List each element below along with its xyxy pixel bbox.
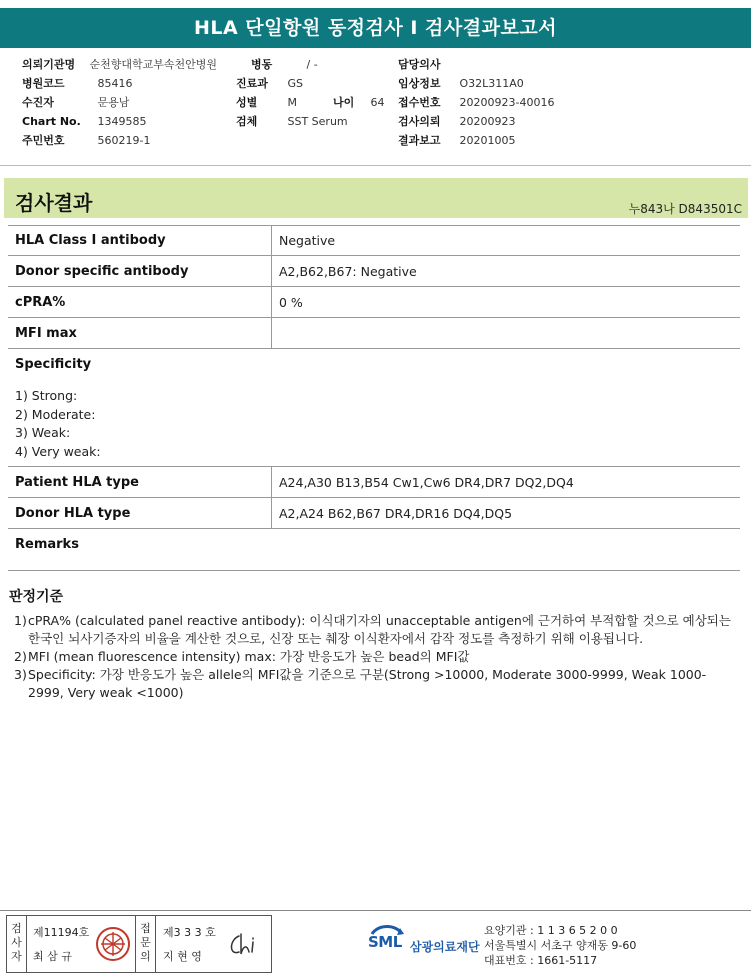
item-number: 1) — [14, 613, 27, 628]
specificity-label: Specificity — [15, 357, 92, 372]
results-header — [4, 178, 748, 218]
patient-value: 문용남 — [97, 96, 130, 109]
list-item — [14, 648, 738, 666]
lab-logo-text: SML — [368, 933, 402, 951]
row-value: Negative — [279, 233, 336, 248]
institution-label: 의뢰기관명 — [22, 58, 76, 71]
examiner-license: 제11194호 — [33, 926, 90, 939]
row-label: Donor specific antibody — [15, 264, 189, 279]
lab-contact — [484, 923, 636, 968]
sex-value: M — [287, 96, 297, 109]
column-divider — [271, 225, 272, 349]
results-heading: 검사결과 — [15, 191, 93, 215]
clinical-value: O32L311A0 — [459, 77, 524, 90]
table-row — [8, 318, 740, 349]
lab-name: 삼광의료재단 — [410, 940, 480, 954]
table-row — [8, 256, 740, 287]
results-code: 누843나 D843501C — [628, 202, 742, 216]
dept-value: GS — [287, 77, 304, 90]
specimen-label: 검체 — [236, 115, 258, 128]
table-row — [8, 287, 740, 318]
phone-line: 대표번호 : 1661-5117 — [484, 954, 598, 967]
examiner-label: 검 사 자 — [11, 922, 22, 963]
dept-label: 진료과 — [236, 77, 268, 90]
patient-hla-label: Patient HLA type — [15, 475, 139, 490]
signature-icon — [225, 930, 265, 960]
row-value: 0 % — [279, 295, 303, 310]
donor-hla-value: A2,A24 B62,B67 DR4,DR16 DQ4,DQ5 — [279, 506, 513, 521]
signature-box — [6, 915, 272, 973]
receipt-label: 접수번호 — [398, 96, 441, 109]
ward-value: / - — [306, 58, 318, 71]
doctor-label: 담당의사 — [398, 58, 441, 71]
divider — [0, 910, 751, 911]
chart-label: Chart No. — [22, 115, 81, 128]
hospital-code-label: 병원코드 — [22, 77, 65, 90]
clinical-label: 임상정보 — [398, 77, 441, 90]
list-item — [14, 612, 738, 648]
row-label: MFI max — [15, 326, 77, 341]
list-item — [14, 666, 738, 702]
age-label: 나이 — [333, 96, 355, 109]
address-line: 서울특별시 서초구 양재동 9-60 — [484, 939, 637, 952]
confirmer-license: 제3 3 3 호 — [163, 926, 216, 939]
row-label: cPRA% — [15, 295, 66, 310]
institution-row — [22, 56, 217, 74]
table-row — [8, 467, 740, 498]
patient-hla-value: A24,A30 B13,B54 Cw1,Cw6 DR4,DR7 DQ2,DQ4 — [279, 475, 574, 490]
patient-label: 수진자 — [22, 96, 54, 109]
examiner-label-cell — [7, 916, 27, 972]
ward-label: 병동 — [251, 58, 273, 71]
column-divider — [271, 467, 272, 529]
item-number: 3) — [14, 667, 27, 682]
criteria-list — [14, 612, 738, 702]
donor-hla-label: Donor HLA type — [15, 506, 131, 521]
age-value: 64 — [370, 96, 385, 109]
row-value: A2,B62,B67: Negative — [279, 264, 417, 279]
item-text: Specificity: 가장 반응도가 높은 allele의 MFI값을 기준으로 구분(Strong >10000, Moderate 3000-9999, Weak 1000-2999, Very weak <1000) — [28, 667, 707, 700]
specificity-list — [15, 387, 101, 461]
criteria-title: 판정기준 — [9, 589, 64, 605]
remarks-label: Remarks — [15, 537, 79, 552]
list-item: 2) Moderate: — [15, 406, 96, 422]
request-label: 검사의뢰 — [398, 115, 441, 128]
id-label: 주민번호 — [22, 134, 65, 147]
list-item: 3) Weak: — [15, 425, 71, 440]
confirmer-label: 접 문 의 — [140, 922, 151, 963]
row-label: HLA Class Ⅰ antibody — [15, 233, 166, 248]
receipt-value: 20200923-40016 — [459, 96, 555, 109]
institution-value: 순천향대학교부속천안병원 — [89, 58, 218, 71]
report-date-value: 20201005 — [459, 134, 516, 147]
remarks-row — [8, 529, 740, 571]
divider — [0, 165, 751, 166]
confirmer-label-cell — [136, 916, 156, 972]
report-date-label: 결과보고 — [398, 134, 441, 147]
list-item: 1) Strong: — [15, 388, 78, 403]
item-text: MFI (mean fluorescence intensity) max: 가장 반응도가 높은 bead의 MFI값 — [28, 649, 470, 664]
specificity-row — [8, 349, 740, 467]
hospital-code-value: 85416 — [97, 77, 133, 90]
report-title: HLA 단일항원 동정검사 I 검사결과보고서 — [0, 8, 751, 48]
confirmer-name: 지 현 영 — [163, 950, 202, 963]
request-value: 20200923 — [459, 115, 516, 128]
table-row — [8, 498, 740, 529]
chart-value: 1349585 — [97, 115, 147, 128]
id-value: 560219-1 — [97, 134, 151, 147]
item-number: 2) — [14, 649, 27, 664]
list-item: 4) Very weak: — [15, 443, 101, 459]
specimen-value: SST Serum — [287, 115, 348, 128]
item-text: cPRA% (calculated panel reactive antibody): 이식대기자의 unacceptable antigen에 근거하여 부적합할 것으로 예상되는 한국인 뇌사기증자의 비율을 계산한 것으로, 신장 또는 췌장 이식환자에서 감작 정도를 측정하기 위해 이용됩니다. — [28, 613, 731, 646]
seal-icon — [95, 926, 131, 962]
sex-label: 성별 — [236, 96, 258, 109]
table-row — [8, 225, 740, 256]
examiner-name: 최 삼 규 — [33, 950, 72, 963]
agency-line: 요양기관 : 1 1 3 6 5 2 0 0 — [484, 924, 618, 937]
